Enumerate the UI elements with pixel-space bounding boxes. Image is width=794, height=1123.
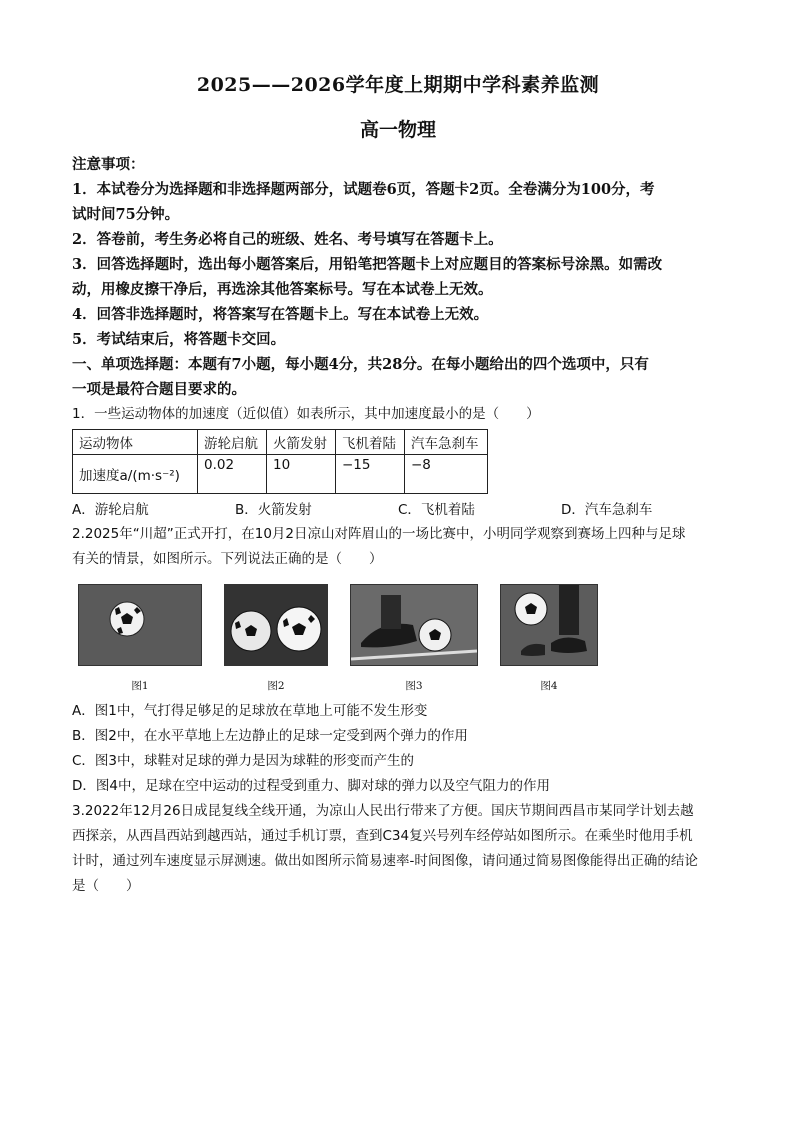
figure-caption: 图1 [131, 680, 149, 692]
section-heading-cont: 一项是最符合题目要求的。 [72, 381, 246, 398]
question-2-option-b: B．图2中，在水平草地上左边静止的足球一定受到两个弹力的作用 [72, 728, 468, 744]
table-cell: 游轮启航 [198, 430, 267, 455]
table-cell: 汽车急刹车 [405, 430, 488, 455]
exam-title: 2025——2026学年度上期期中学科素养监测 [196, 74, 600, 96]
exam-subject: 高一物理 [359, 119, 436, 141]
table-cell: 火箭发射 [267, 430, 336, 455]
option-b: B．火箭发射 [235, 502, 312, 518]
section-heading: 一、单项选择题：本题有7小题，每小题4分，共28分。在每小题给出的四个选项中，只有 [72, 356, 649, 373]
soccer-ball-on-grass-photo [78, 584, 202, 666]
figure-4 [500, 584, 598, 693]
notice-item: 3．回答选择题时，选出每小题答案后，用铅笔把答题卡上对应题目的答案标号涂黑。如需改 [72, 256, 663, 273]
option-d: D．汽车急刹车 [561, 502, 653, 518]
table-cell: 10 [267, 455, 336, 494]
table-cell: −15 [336, 455, 405, 494]
exam-page [72, 70, 724, 899]
notice-item: 试时间75分钟。 [72, 206, 180, 223]
question-2-option-c: C．图3中，球鞋对足球的弹力是因为球鞋的形变而产生的 [72, 753, 415, 769]
question-1-options [72, 498, 724, 522]
notice-heading: 注意事项： [72, 156, 145, 173]
table-cell: 运动物体 [73, 430, 198, 455]
notice-item: 4．回答非选择题时，将答案写在答题卡上。写在本试卷上无效。 [72, 306, 489, 323]
table-cell: 0.02 [198, 455, 267, 494]
shoe-kicking-ball-photo [350, 584, 478, 666]
table-row [73, 430, 488, 455]
question-3-stem-cont: 是（ ） [72, 878, 140, 894]
notice-item: 动，用橡皮擦干净后，再选涂其他答案标号。写在本试卷上无效。 [72, 281, 493, 298]
table-row [73, 455, 488, 494]
figure-caption: 图4 [540, 680, 558, 692]
question-3-stem-cont: 西探亲，从西昌西站到越西站，通过手机订票，查到C34复兴号列车经停站如图所示。在乘坐时他用手机 [72, 828, 693, 844]
two-soccer-balls-photo [224, 584, 328, 666]
table-cell: −8 [405, 455, 488, 494]
question-2-option-a: A．图1中，气打得足够足的足球放在草地上可能不发生形变 [72, 703, 428, 719]
question-2-stem-cont: 有关的情景，如图所示。下列说法正确的是（ ） [72, 551, 383, 567]
foot-and-ball-photo [500, 584, 598, 666]
question-2-option-d: D．图4中，足球在空中运动的过程受到重力、脚对球的弹力以及空气阻力的作用 [72, 778, 550, 794]
notice-item: 5．考试结束后，将答题卡交回。 [72, 331, 286, 348]
notice-item: 1．本试卷分为选择题和非选择题两部分，试题卷6页，答题卡2页。全卷满分为100分，考 [72, 181, 655, 198]
question-1-stem: 1．一些运动物体的加速度（近似值）如表所示，其中加速度最小的是（ ） [72, 406, 540, 422]
figure-row [78, 584, 724, 693]
acceleration-table [72, 429, 488, 494]
option-a: A．游轮启航 [72, 502, 149, 518]
question-3-stem: 3.2022年12月26日成昆复线全线开通，为凉山人民出行带来了方便。国庆节期间西昌市某同学计划去越 [72, 803, 694, 819]
notice-block [72, 152, 724, 352]
figure-caption: 图2 [267, 680, 285, 692]
figure-caption: 图3 [405, 680, 423, 692]
question-2-stem: 2.2025年“川超”正式开打，在10月2日凉山对阵眉山的一场比赛中，小明同学观察到赛场上四种与足球 [72, 526, 686, 542]
option-c: C．飞机着陆 [398, 502, 475, 518]
table-cell: 飞机着陆 [336, 430, 405, 455]
notice-item: 2．答卷前，考生务必将自己的班级、姓名、考号填写在答题卡上。 [72, 231, 503, 248]
figure-2 [224, 584, 328, 693]
figure-1 [78, 584, 202, 693]
table-cell: 加速度a/(m·s⁻²) [73, 455, 198, 494]
figure-3 [350, 584, 478, 693]
question-3-stem-cont: 计时，通过列车速度显示屏测速。做出如图所示简易速率-时间图像，请问通过简易图像能得出正确的结论 [72, 853, 698, 869]
